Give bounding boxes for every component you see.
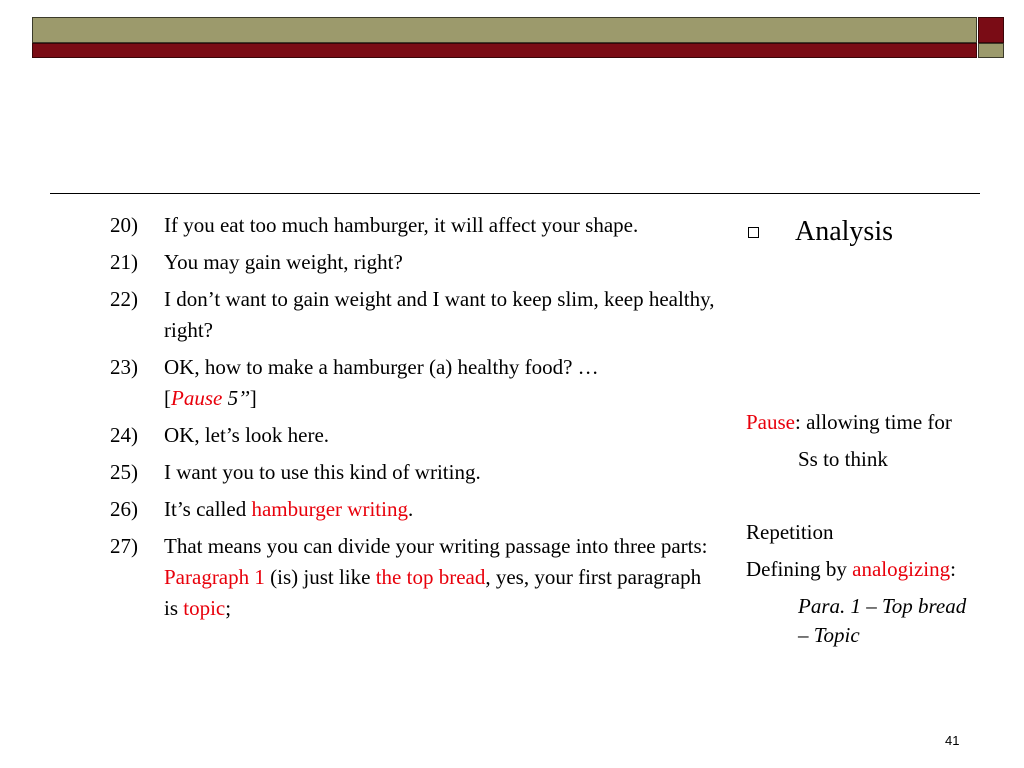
spacer [746,478,1016,514]
item-number: 27) [110,534,138,558]
para-line-b: – Topic [798,623,860,647]
analysis-heading-text: Analysis [795,216,893,247]
text-segment: That means you can divide your writing passage into three parts: [164,534,708,558]
header-square-olive [978,43,1004,58]
item-number: 21) [110,250,138,274]
transcript-list [110,210,720,630]
item-number: 24) [110,423,138,447]
list-item [110,457,720,488]
defining-note [746,551,1016,588]
item-number: 23) [110,355,138,379]
item-text: I don’t want to gain weight and I want to keep slim, keep healthy, right? [164,287,715,342]
item-number: 25) [110,460,138,484]
header-bar-maroon [32,43,977,58]
item-text: If you eat too much hamburger, it will affect your shape. [164,213,639,237]
defining-suffix: : [950,557,956,581]
defining-prefix: Defining by [746,557,853,581]
item-text-main: OK, how to make a hamburger (a) healthy food? … [164,355,599,379]
text-segment: , yes, your first paragraph is [164,565,702,620]
header-bar-olive [32,17,977,43]
item-text: You may gain weight, right? [164,250,403,274]
item-number: 20) [110,213,138,237]
header-square-maroon [978,17,1004,43]
item-text [164,352,720,414]
title-divider-line [50,193,980,194]
pause-note-continued: Ss to think [798,447,888,471]
list-item [110,284,720,346]
text-segment: ; [225,596,232,620]
text-segment: . [407,497,414,521]
pause-label: Pause [171,386,223,410]
open-bracket: [ [164,386,171,410]
close-bracket: ] [249,386,257,410]
para-line-a: Para. 1 – Top bread [798,594,967,618]
list-item [110,210,720,241]
item-text [164,494,720,525]
pause-definition: : allowing time for [795,410,952,434]
analysis-heading [748,214,893,250]
pause-duration: 5’’ [222,386,250,410]
highlight-term: the top bread [375,565,486,589]
list-item [110,420,720,451]
list-item [110,352,720,414]
pause-note [746,404,1016,441]
item-text: I want you to use this kind of writing. [164,460,481,484]
highlight-term: hamburger writing [251,497,408,521]
para-topic-note [746,592,1016,650]
item-text: OK, let’s look here. [164,423,330,447]
analysis-notes [746,404,1016,650]
item-number: 22) [110,287,138,311]
highlight-term: Paragraph 1 [164,565,265,589]
text-segment: (is) just like [264,565,376,589]
item-number: 26) [110,497,138,521]
hollow-square-bullet-icon [748,227,759,238]
item-text [164,531,720,624]
list-item [110,247,720,278]
repetition-note: Repetition [746,520,834,544]
defining-term: analogizing [852,557,951,581]
pause-term: Pause [746,410,795,434]
list-item [110,531,720,624]
text-segment: It’s called [164,497,252,521]
page-number: 41 [945,733,960,748]
list-item [110,494,720,525]
highlight-term: topic [183,596,226,620]
